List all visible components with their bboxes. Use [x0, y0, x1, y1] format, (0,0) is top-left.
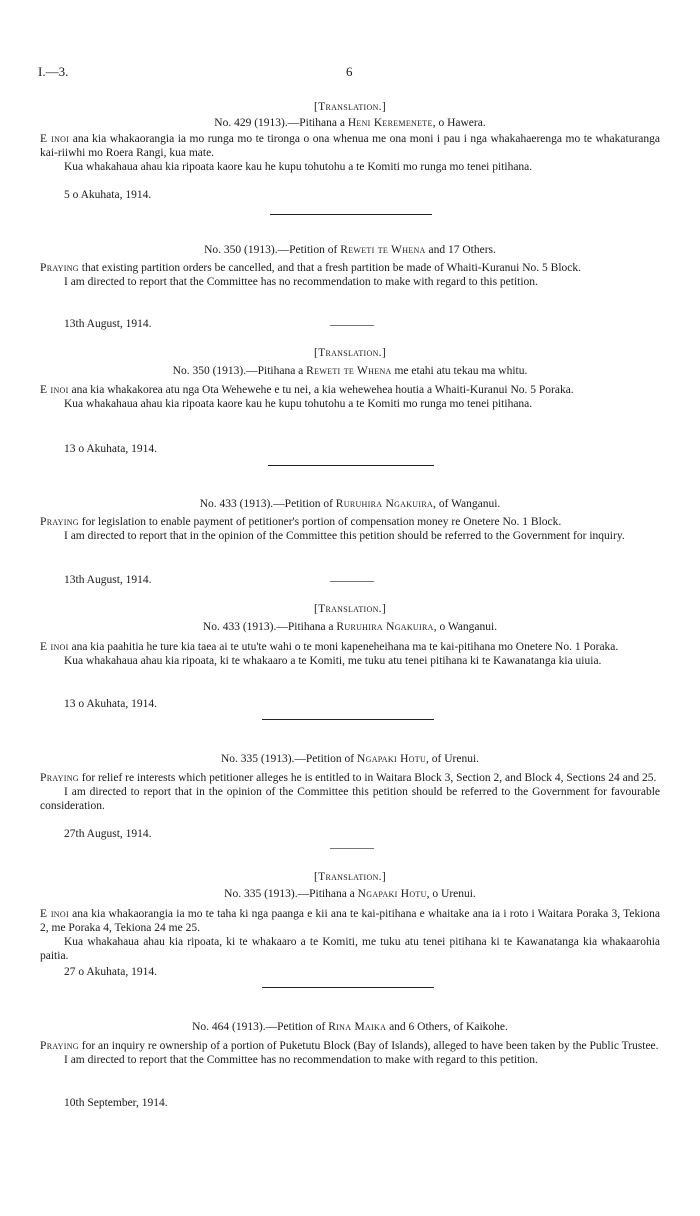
- petition-title: No. 350 (1913).—Petition of Reweti te Whena and 17 Others.: [204, 244, 496, 256]
- petitioner-name: Ngapaki Hotu: [357, 753, 427, 765]
- section-divider: [262, 987, 434, 988]
- petition-title: No. 335 (1913).—Petition of Ngapaki Hotu, of Urenui.: [220, 753, 480, 765]
- petition-title: No. 433 (1913).—Pitihana a Ruruhira Ngakuira, o Wanganui.: [202, 621, 498, 633]
- petition-title: No. 464 (1913).—Petition of Rina Maika and 6 Others, of Kaikohe.: [192, 1021, 508, 1033]
- petition-body: E inoi ana kia paahitia he ture kia taea ai te utu'te wahi o te moni kapeneheihana ma te kai-pitihana mo Onetere No. 1 Poraka. Kua whakahaua ahau kia ripoata, ki te whakaaro a te Komiti, me tuku atu tenei pitihana ki te Kawanatanga kia uiuia.: [40, 640, 660, 668]
- translation-label: [Translation.]: [314, 603, 386, 615]
- petition-date: 5 o Akuhata, 1914.: [64, 189, 152, 201]
- translation-label: [Translation.]: [314, 101, 386, 113]
- translation-label: [Translation.]: [314, 871, 386, 883]
- committee-report: I am directed to report that in the opinion of the Committee this petition should be referred to the Government for inquiry.: [64, 530, 625, 542]
- petitioner-name: Heni Keremenete: [347, 117, 433, 129]
- petitioner-name: Ruruhira Ngakuira: [335, 498, 434, 510]
- section-divider: [270, 214, 432, 215]
- petition-body: Praying for an inquiry re ownership of a portion of Puketutu Block (Bay of Islands), alleged to have been taken by the Public Trustee. I am directed to report that the Committee has no recommendation to make with regard to this petition.: [40, 1040, 659, 1066]
- petition-date: 13 o Akuhata, 1914.: [64, 698, 157, 710]
- petition-body: E inoi ana kia whakaorangia ia mo runga mo te tironga o ona whenua me ona moni i pau i nga whakahaerenga mo te whakaturanga kai-riiwhi mo Roera Rangi, kua mate. Kua whakahaua ahau kia ripoata kaore kau he kupu tohutohu a te Komiti mo runga mo tenei pitihana.: [40, 133, 660, 173]
- committee-report: Kua whakahaua ahau kia ripoata kaore kau he kupu tohutohu a te Komiti mo runga mo tenei pitihana.: [64, 161, 533, 173]
- lead-word: E inoi: [40, 641, 69, 653]
- committee-report: I am directed to report that the Committee has no recommendation to make with regard to this petition.: [64, 276, 538, 288]
- petition-date: 13 o Akuhata, 1914.: [64, 443, 157, 455]
- petition-date: 13th August, 1914.: [64, 318, 152, 330]
- petition-date: 27 o Akuhata, 1914.: [64, 966, 157, 978]
- petition-title: No. 433 (1913).—Petition of Ruruhira Ngakuira, of Wanganui.: [199, 498, 501, 510]
- committee-report: Kua whakahaua ahau kia ripoata, ki te whakaaro a te Komiti, me tuku atu tenei pitihana ki te Kawanatanga kia uiuia.: [64, 655, 602, 667]
- petition-body: Praying that existing partition orders be cancelled, and that a fresh partition be made of Whaiti-Kuranui No. 5 Block. I am directed to report that the Committee has no recommendation to make with regard to this petition.: [40, 261, 660, 289]
- lead-word: E inoi: [40, 908, 69, 920]
- petition-title: No. 429 (1913).—Pitihana a Heni Keremenete, o Hawera.: [214, 117, 486, 129]
- lead-word: E inoi: [40, 384, 69, 396]
- short-divider: [330, 581, 374, 582]
- short-divider: [330, 848, 374, 849]
- document-reference: I.—3.: [38, 64, 69, 79]
- petitioner-name: Ruruhira Ngakuira: [336, 621, 434, 633]
- lead-word: E inoi: [40, 133, 70, 145]
- petition-body: Praying for relief re interests which petitioner alleges he is entitled to in Waitara Block 3, Section 2, and Block 4, Sections 24 and 25. I am directed to report that in the opinion of the Committee this petition should be referred to the Government for favourable consideration.: [40, 772, 660, 812]
- petitioner-name: Reweti te Whena: [306, 365, 392, 377]
- committee-report: Kua whakahaua ahau kia ripoata kaore kau he kupu tohutohu a te Komiti mo runga mo tenei pitihana.: [64, 398, 533, 410]
- petition-body: Praying for legislation to enable payment of petitioner's portion of compensation money re Onetere No. 1 Block. I am directed to report that in the opinion of the Committee this petition should be referred to the Government for inquiry.: [40, 515, 660, 543]
- petition-date: 27th August, 1914.: [64, 828, 152, 840]
- lead-word: Praying: [40, 772, 79, 784]
- petitioner-name: Rina Maika: [328, 1021, 387, 1033]
- petition-body: E inoi ana kia whakakorea atu nga Ota Wehewehe e tu nei, a kia wehewehea houtia a Whaiti-Kuranui No. 5 Poraka. Kua whakahaua ahau kia ripoata kaore kau he kupu tohutohu a te Komiti mo runga mo tenei pitihana.: [40, 383, 660, 411]
- lead-word: Praying: [40, 1040, 79, 1052]
- committee-report: Kua whakahaua ahau kia ripoata, ki te whakaaro a te Komiti, me tuku atu tenei pitihana ki te Kawanatanga kia whakaarohia paitia.: [40, 936, 660, 962]
- petition-title: No. 335 (1913).—Pitihana a Ngapaki Hotu, o Urenui.: [224, 888, 476, 900]
- petition-date: 10th September, 1914.: [64, 1097, 168, 1109]
- short-divider: [330, 325, 374, 326]
- committee-report: I am directed to report that the Committee has no recommendation to make with regard to this petition.: [64, 1054, 538, 1066]
- petitioner-name: Ngapaki Hotu: [357, 888, 427, 900]
- petition-body: E inoi ana kia whakaorangia ia mo te taha ki nga paanga e kii ana te kai-pitihana e whaitake ana ia i roto i Waitara Poraka 3, Tekiona 2, me Poraka 4, Tekiona 24 me 25. Kua whakahaua ahau kia ripoata, ki te whakaaro a te Komiti, me tuku atu tenei pitihana ki te Kawanatanga kia whakaarohia paitia.: [40, 908, 660, 962]
- lead-word: Praying: [40, 262, 79, 274]
- committee-report: I am directed to report that in the opinion of the Committee this petition should be referred to the Government for favourable consideration.: [40, 786, 660, 812]
- section-divider: [262, 719, 434, 720]
- page-number: 6: [346, 64, 353, 79]
- translation-label: [Translation.]: [314, 347, 386, 359]
- lead-word: Praying: [40, 516, 79, 528]
- petition-title: No. 350 (1913).—Pitihana a Reweti te Whena me etahi atu tekau ma whitu.: [172, 365, 528, 377]
- petition-date: 13th August, 1914.: [64, 574, 152, 586]
- section-divider: [268, 465, 434, 466]
- petitioner-name: Reweti te Whena: [340, 244, 426, 256]
